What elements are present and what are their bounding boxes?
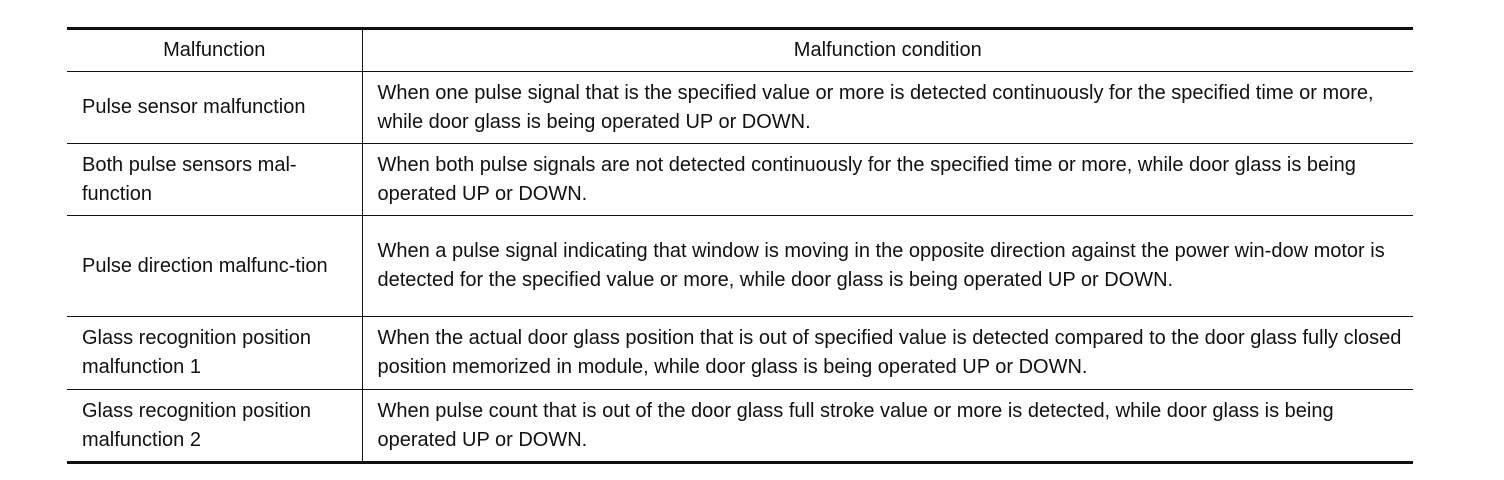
condition-cell: When one pulse signal that is the specified value or more is detected continuously for the specified time or more, while door glass is being operated UP or DOWN. [362,72,1413,144]
malfunction-cell: Glass recognition position malfunction 1 [67,317,362,390]
table-row [67,144,1413,216]
table-row [67,317,1413,390]
table-row [67,216,1413,317]
malfunction-cell: Both pulse sensors mal-function [67,144,362,216]
header-malfunction-condition: Malfunction condition [362,29,1413,72]
table-header-row [67,29,1413,72]
malfunction-cell: Pulse sensor malfunction [67,72,362,144]
table-row [67,390,1413,463]
malfunction-cell: Glass recognition position malfunction 2 [67,390,362,463]
malfunction-cell: Pulse direction malfunc-tion [67,216,362,317]
condition-cell: When a pulse signal indicating that window is moving in the opposite direction against the power win-dow motor is detected for the specified value or more, while door glass is being operated UP or DOWN. [362,216,1413,317]
malfunction-table [67,27,1413,464]
condition-cell: When the actual door glass position that is out of specified value is detected compared to the door glass fully closed position memorized in module, while door glass is being operated UP or DOWN. [362,317,1413,390]
condition-cell: When both pulse signals are not detected continuously for the specified time or more, while door glass is being operated UP or DOWN. [362,144,1413,216]
condition-cell: When pulse count that is out of the door glass full stroke value or more is detected, while door glass is being operated UP or DOWN. [377,399,1334,451]
header-malfunction: Malfunction [67,29,362,72]
table-row [67,72,1413,144]
